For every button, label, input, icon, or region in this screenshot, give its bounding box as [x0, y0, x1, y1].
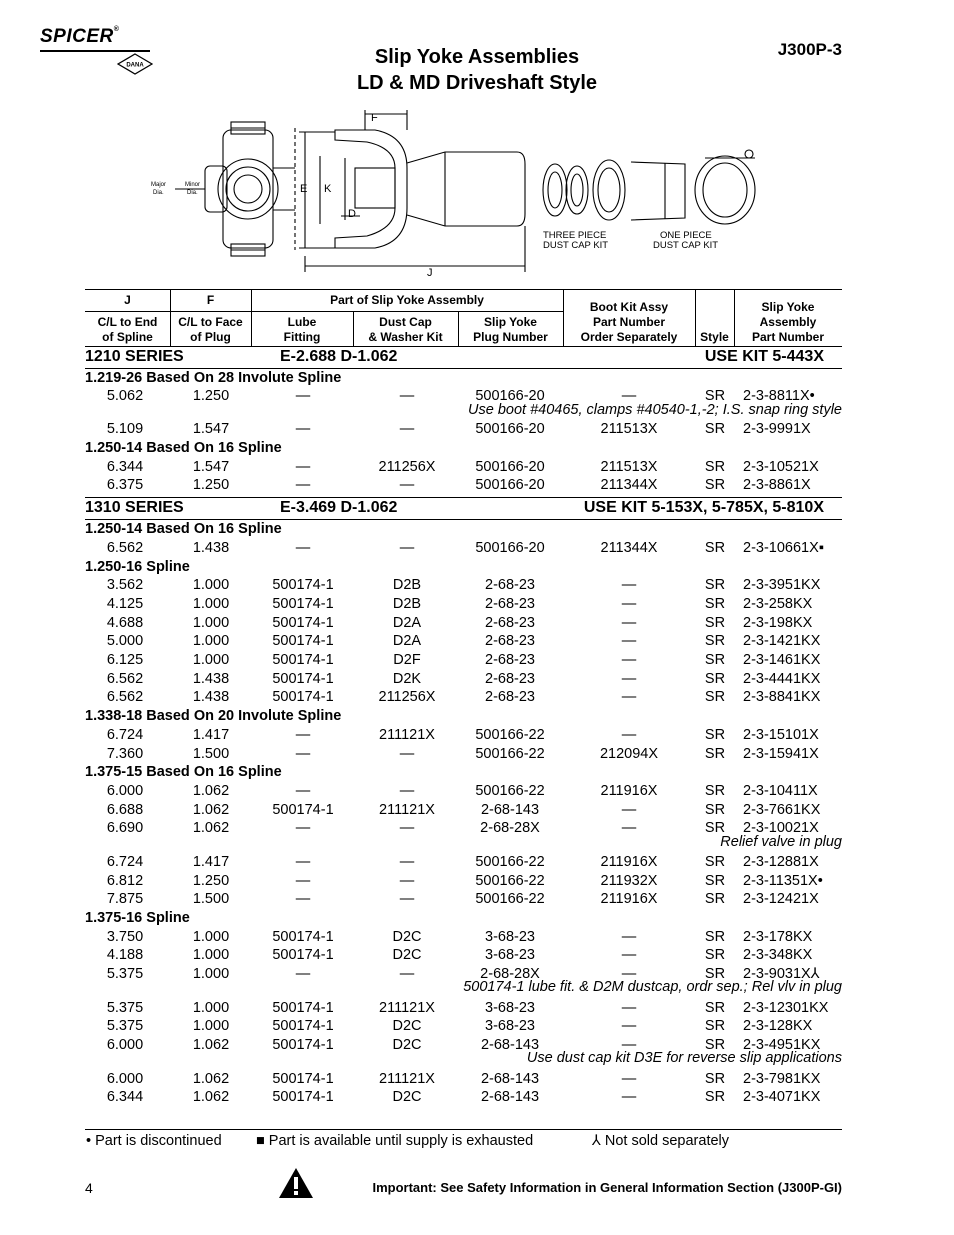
cell-style: SR — [704, 854, 726, 870]
cell-dust: — — [399, 873, 415, 889]
cell-plug: 500166-22 — [475, 854, 545, 870]
cell-f: 1.000 — [192, 947, 230, 963]
cell-plug: 2-68-23 — [485, 615, 535, 631]
cell-boot: — — [621, 1018, 637, 1034]
spline-group: 1.375-15 Based On 16 Spline — [85, 764, 282, 780]
spline-group: 1.250-16 Spline — [85, 559, 190, 575]
cell-j: 3.562 — [106, 577, 144, 593]
cell-boot: — — [621, 577, 637, 593]
cell-plug: 3-68-23 — [485, 1000, 535, 1016]
cell-f: 1.000 — [192, 633, 230, 649]
cell-plug: 2-68-23 — [485, 577, 535, 593]
dim-f-label: F — [371, 112, 378, 124]
cell-f: 1.000 — [192, 596, 230, 612]
cell-lube: — — [295, 421, 311, 437]
cell-lube: — — [295, 727, 311, 743]
cell-style: SR — [704, 891, 726, 907]
cell-boot: — — [621, 947, 637, 963]
cell-plug: 2-68-28X — [480, 820, 540, 836]
cell-part: 2-3-9991X — [743, 421, 811, 437]
header-f-sub: C/L to Face of Plug — [178, 315, 243, 344]
cell-plug: 500166-20 — [475, 388, 545, 404]
header-j-sub: C/L to End of Spline — [97, 315, 158, 344]
cell-boot: — — [621, 615, 637, 631]
cell-plug: 500166-20 — [475, 459, 545, 475]
cell-dust: 211121X — [379, 802, 435, 818]
kit2-label-1: ONE PIECE — [660, 230, 712, 241]
legend-not-sold: ⅄ Not sold separately — [592, 1133, 730, 1149]
cell-lube: 500174-1 — [272, 577, 334, 593]
cell-style: SR — [704, 783, 726, 799]
cell-boot: 211916X — [600, 891, 658, 907]
cell-lube: 500174-1 — [272, 1037, 334, 1053]
cell-part: 2-3-258KX — [743, 596, 813, 612]
spline-group: 1.375-16 Spline — [85, 910, 190, 926]
cell-dust: — — [399, 477, 415, 493]
cell-dust: — — [399, 820, 415, 836]
cell-plug: 2-68-143 — [480, 1089, 540, 1105]
cell-plug: 500166-20 — [475, 421, 545, 437]
cell-j: 5.375 — [106, 1018, 144, 1034]
cell-part: 2-3-1461KX — [743, 652, 821, 668]
cell-j: 6.688 — [106, 802, 144, 818]
cell-boot: — — [621, 633, 637, 649]
cell-j: 7.360 — [106, 746, 144, 762]
cell-style: SR — [704, 459, 726, 475]
cell-dust: D2K — [392, 671, 422, 687]
legend-divider — [85, 1129, 842, 1130]
cell-plug: 3-68-23 — [485, 1018, 535, 1034]
kit1-label-1: THREE PIECE — [543, 230, 607, 241]
row-note: Use dust cap kit D3E for reverse slip applications — [526, 1050, 842, 1066]
cell-lube: 500174-1 — [272, 929, 334, 945]
cell-lube: 500174-1 — [272, 671, 334, 687]
cell-part: 2-3-3951KX — [743, 577, 821, 593]
cell-style: SR — [704, 421, 726, 437]
header-f: F — [206, 293, 215, 307]
logo-underline — [40, 50, 150, 52]
minor-dia-label-2: Dia. — [187, 190, 198, 196]
cell-j: 7.875 — [106, 891, 144, 907]
legend-supply: ■ Part is available until supply is exhausted — [256, 1133, 534, 1149]
cell-boot: — — [621, 727, 637, 743]
title-line-1: Slip Yoke Assemblies — [374, 46, 580, 68]
dim-k-label: K — [324, 183, 332, 195]
cell-part: 2-3-10521X — [743, 459, 819, 475]
cell-dust: 211256X — [378, 689, 436, 705]
cell-style: SR — [704, 746, 726, 762]
cell-part: 2-3-4441KX — [743, 671, 821, 687]
cell-dust: D2B — [392, 577, 422, 593]
cell-boot: 211916X — [600, 783, 658, 799]
dana-logo-icon — [117, 53, 153, 75]
cell-style: SR — [704, 820, 726, 836]
kit2-label-2: DUST CAP KIT — [653, 240, 719, 251]
cell-dust: 211121X — [379, 1000, 435, 1016]
cell-style: SR — [704, 873, 726, 889]
cell-j: 4.125 — [106, 596, 144, 612]
cell-j: 5.000 — [106, 633, 144, 649]
cell-part: 2-3-4951KX — [743, 1037, 821, 1053]
cell-style: SR — [704, 947, 726, 963]
cell-dust: D2C — [392, 947, 422, 963]
cell-part: 2-3-15941X — [743, 746, 819, 762]
cell-j: 6.375 — [106, 477, 144, 493]
cell-boot: — — [621, 596, 637, 612]
cell-f: 1.000 — [192, 577, 230, 593]
cell-plug: 500166-22 — [475, 746, 545, 762]
cell-boot: — — [621, 1071, 637, 1087]
cell-dust: D2C — [392, 1018, 422, 1034]
cell-lube: 500174-1 — [272, 596, 334, 612]
cell-boot: 212094X — [599, 746, 659, 762]
cell-lube: — — [295, 820, 311, 836]
cell-boot: 211344X — [600, 477, 658, 493]
cell-f: 1.062 — [192, 1037, 230, 1053]
cell-f: 1.250 — [192, 873, 230, 889]
cell-boot: — — [621, 689, 637, 705]
cell-plug: 500166-20 — [475, 540, 545, 556]
cell-f: 1.547 — [192, 421, 230, 437]
cell-f: 1.000 — [192, 1000, 230, 1016]
cell-plug: 2-68-143 — [480, 1071, 540, 1087]
cell-j: 6.562 — [106, 540, 144, 556]
cell-f: 1.000 — [192, 929, 230, 945]
cell-boot: — — [621, 388, 637, 404]
cell-dust: D2B — [392, 596, 422, 612]
dim-d-label: D — [348, 208, 356, 220]
kit1-label-2: DUST CAP KIT — [543, 240, 609, 251]
cell-style: SR — [704, 929, 726, 945]
cell-f: 1.438 — [192, 689, 230, 705]
cell-style: SR — [704, 727, 726, 743]
cell-part: 2-3-178KX — [743, 929, 813, 945]
legend-discontinued: • Part is discontinued — [86, 1133, 222, 1149]
cell-j: 6.000 — [106, 1071, 144, 1087]
cell-j: 6.724 — [106, 727, 144, 743]
cell-part: 2-3-12301KX — [743, 1000, 829, 1016]
cell-style: SR — [704, 477, 726, 493]
cell-plug: 500166-20 — [475, 477, 545, 493]
cell-dust: 211121X — [379, 1071, 435, 1087]
cell-f: 1.062 — [192, 1071, 230, 1087]
cell-j: 5.062 — [106, 388, 144, 404]
cell-style: SR — [704, 1000, 726, 1016]
cell-dust: — — [399, 891, 415, 907]
series-name: 1310 SERIES — [85, 499, 184, 516]
row-note: Use boot #40465, clamps #40540-1,-2; I.S. snap ring style — [468, 402, 842, 418]
cell-dust: — — [399, 854, 415, 870]
cell-f: 1.500 — [192, 746, 230, 762]
cell-lube: — — [295, 966, 311, 982]
cell-style: SR — [704, 1071, 726, 1087]
cell-part: 2-3-7661KX — [743, 802, 821, 818]
cell-lube: 500174-1 — [272, 633, 334, 649]
cell-plug: 2-68-23 — [485, 633, 535, 649]
cell-f: 1.250 — [192, 388, 230, 404]
cell-f: 1.547 — [192, 459, 230, 475]
cell-lube: — — [295, 891, 311, 907]
cell-f: 1.000 — [192, 1018, 230, 1034]
cell-lube: — — [295, 873, 311, 889]
cell-boot: — — [621, 1000, 637, 1016]
document-number: J300P-3 — [777, 40, 842, 59]
series-kit: USE KIT 5-443X — [704, 348, 824, 365]
cell-boot: — — [621, 671, 637, 687]
series-ed: E-2.688 D-1.062 — [280, 348, 398, 365]
major-dia-label-1: Major — [151, 182, 167, 188]
cell-part: 2-3-10021X — [743, 820, 819, 836]
cell-boot: 211932X — [600, 873, 658, 889]
cell-lube: 500174-1 — [272, 652, 334, 668]
header-j: J — [124, 293, 131, 307]
page-title — [200, 44, 754, 96]
cell-part: 2-3-15101X — [743, 727, 819, 743]
header-part-number: Slip Yoke Assembly Part Number — [751, 300, 825, 344]
cell-j: 6.724 — [106, 854, 144, 870]
minor-dia-label-1: Minor — [185, 182, 201, 188]
cell-part: 2-3-198KX — [743, 615, 813, 631]
cell-boot: — — [621, 966, 637, 982]
cell-lube: — — [295, 783, 311, 799]
cell-style: SR — [704, 577, 726, 593]
cell-lube: 500174-1 — [272, 947, 334, 963]
series-kit: USE KIT 5-153X, 5-785X, 5-810X — [583, 499, 824, 516]
header-part-group: Part of Slip Yoke Assembly — [330, 293, 484, 307]
cell-boot: — — [621, 1037, 637, 1053]
title-line-2: LD & MD Driveshaft Style — [356, 72, 598, 94]
header-plug: Slip Yoke Plug Number — [473, 315, 548, 344]
cell-f: 1.062 — [192, 783, 230, 799]
cell-j: 6.812 — [106, 873, 144, 889]
cell-dust: D2F — [393, 652, 421, 668]
dim-e-label: E — [300, 183, 308, 195]
cell-part: 2-3-8811X• — [743, 388, 815, 404]
cell-f: 1.000 — [192, 966, 230, 982]
cell-style: SR — [704, 540, 726, 556]
cell-j: 6.344 — [106, 1089, 144, 1105]
cell-style: SR — [704, 596, 726, 612]
cell-part: 2-3-8841KX — [743, 689, 821, 705]
cell-f: 1.062 — [192, 1089, 230, 1105]
cell-j: 5.375 — [106, 1000, 144, 1016]
cell-part: 2-3-12881X — [743, 854, 819, 870]
cell-f: 1.438 — [192, 671, 230, 687]
major-dia-label-2: Dia. — [153, 190, 164, 196]
cell-plug: 2-68-23 — [485, 596, 535, 612]
cell-j: 3.750 — [106, 929, 144, 945]
slip-yoke-diagram — [145, 108, 775, 280]
cell-part: 2-3-1421KX — [743, 633, 821, 649]
row-note: Relief valve in plug — [720, 834, 842, 850]
cell-f: 1.062 — [192, 820, 230, 836]
cell-boot: — — [621, 1089, 637, 1105]
cell-part: 2-3-8861X — [743, 477, 811, 493]
cell-style: SR — [704, 633, 726, 649]
cell-dust: D2C — [392, 1037, 422, 1053]
cell-dust: D2C — [392, 929, 422, 945]
cell-style: SR — [704, 1037, 726, 1053]
cell-style: SR — [704, 615, 726, 631]
cell-part: 2-3-348KX — [743, 947, 813, 963]
cell-style: SR — [704, 802, 726, 818]
cell-lube: — — [295, 477, 311, 493]
spline-group: 1.338-18 Based On 20 Involute Spline — [85, 708, 342, 724]
cell-f: 1.062 — [192, 802, 230, 818]
cell-j: 5.375 — [106, 966, 144, 982]
cell-lube: 500174-1 — [272, 1089, 334, 1105]
cell-part: 2-3-7981KX — [743, 1071, 821, 1087]
cell-part: 2-3-11351X• — [743, 873, 823, 889]
cell-dust: — — [399, 783, 415, 799]
cell-dust: — — [399, 421, 415, 437]
cell-style: SR — [704, 1089, 726, 1105]
cell-plug: 500166-22 — [475, 727, 545, 743]
cell-dust: D2A — [392, 615, 422, 631]
cell-plug: 2-68-28X — [480, 966, 540, 982]
header-lube: Lube Fitting — [283, 315, 321, 344]
cell-plug: 500166-22 — [475, 873, 545, 889]
cell-part: 2-3-10661X▪ — [743, 540, 824, 556]
cell-f: 1.500 — [192, 891, 230, 907]
warning-icon — [278, 1167, 314, 1199]
cell-lube: 500174-1 — [272, 689, 334, 705]
cell-lube: — — [295, 540, 311, 556]
cell-j: 4.188 — [106, 947, 144, 963]
cell-part: 2-3-10411X — [743, 783, 818, 799]
cell-lube: — — [295, 388, 311, 404]
cell-f: 1.417 — [192, 854, 230, 870]
cell-boot: 211513X — [600, 421, 658, 437]
header-boot: Boot Kit Assy Part Number Order Separately — [580, 300, 678, 344]
cell-boot: — — [621, 929, 637, 945]
cell-dust: — — [399, 388, 415, 404]
cell-lube: 500174-1 — [272, 1071, 334, 1087]
cell-plug: 2-68-23 — [485, 671, 535, 687]
cell-style: SR — [704, 966, 726, 982]
cell-f: 1.000 — [192, 615, 230, 631]
cell-plug: 2-68-143 — [480, 1037, 540, 1053]
cell-dust: D2C — [392, 1089, 422, 1105]
cell-dust: — — [399, 540, 415, 556]
cell-f: 1.417 — [192, 727, 230, 743]
cell-style: SR — [704, 671, 726, 687]
header-style: Style — [700, 330, 729, 344]
cell-f: 1.250 — [192, 477, 230, 493]
cell-j: 4.688 — [106, 615, 144, 631]
cell-j: 6.344 — [106, 459, 144, 475]
cell-plug: 500166-22 — [475, 783, 545, 799]
cell-lube: 500174-1 — [272, 1000, 334, 1016]
cell-style: SR — [704, 652, 726, 668]
row-note: 500174-1 lube fit. & D2M dustcap, ordr sep.; Rel vlv in plug — [463, 979, 842, 995]
series-ed: E-3.469 D-1.062 — [280, 499, 398, 516]
cell-dust: — — [399, 746, 415, 762]
cell-lube: — — [295, 854, 311, 870]
spline-group: 1.250-14 Based On 16 Spline — [85, 521, 282, 537]
cell-style: SR — [704, 1018, 726, 1034]
cell-j: 6.125 — [106, 652, 144, 668]
cell-style: SR — [704, 689, 726, 705]
spline-group: 1.219-26 Based On 28 Involute Spline — [85, 370, 342, 386]
cell-lube: — — [295, 746, 311, 762]
cell-lube: — — [295, 459, 311, 475]
cell-lube: 500174-1 — [272, 615, 334, 631]
safety-notice: Important: See Safety Information in General Information Section (J300P-GI) — [372, 1180, 842, 1195]
cell-part: 2-3-128KX — [743, 1018, 813, 1034]
cell-dust: D2A — [392, 633, 422, 649]
cell-plug: 3-68-23 — [485, 929, 535, 945]
cell-plug: 3-68-23 — [485, 947, 535, 963]
dana-logo-text: DANA — [126, 62, 144, 69]
spline-group: 1.250-14 Based On 16 Spline — [85, 440, 282, 456]
cell-boot: — — [621, 802, 637, 818]
cell-boot: 211344X — [600, 540, 658, 556]
series-name: 1210 SERIES — [85, 348, 184, 365]
cell-j: 6.562 — [106, 671, 144, 687]
cell-style: SR — [704, 388, 726, 404]
cell-j: 6.000 — [106, 1037, 144, 1053]
cell-plug: 2-68-23 — [485, 689, 535, 705]
cell-f: 1.438 — [192, 540, 230, 556]
cell-boot: — — [621, 820, 637, 836]
cell-plug: 500166-22 — [475, 891, 545, 907]
cell-dust: 211256X — [378, 459, 436, 475]
cell-f: 1.000 — [192, 652, 230, 668]
cell-j: 6.562 — [106, 689, 144, 705]
header-dust: Dust Cap & Washer Kit — [368, 315, 443, 344]
cell-j: 6.000 — [106, 783, 144, 799]
dim-j-label: J — [427, 267, 433, 279]
cell-boot: — — [621, 652, 637, 668]
cell-dust: — — [399, 966, 415, 982]
cell-boot: 211916X — [600, 854, 658, 870]
cell-part: 2-3-4071KX — [743, 1089, 821, 1105]
cell-boot: 211513X — [600, 459, 658, 475]
cell-j: 6.690 — [106, 820, 144, 836]
cell-plug: 2-68-23 — [485, 652, 535, 668]
logo-wordmark: SPICER® — [40, 26, 120, 47]
cell-lube: 500174-1 — [272, 802, 334, 818]
page-number: 4 — [85, 1180, 93, 1196]
cell-dust: 211121X — [379, 727, 435, 743]
cell-part: 2-3-9031X⅄ — [743, 966, 820, 982]
cell-part: 2-3-12421X — [743, 891, 819, 907]
cell-lube: 500174-1 — [272, 1018, 334, 1034]
cell-plug: 2-68-143 — [480, 802, 540, 818]
cell-j: 5.109 — [106, 421, 144, 437]
